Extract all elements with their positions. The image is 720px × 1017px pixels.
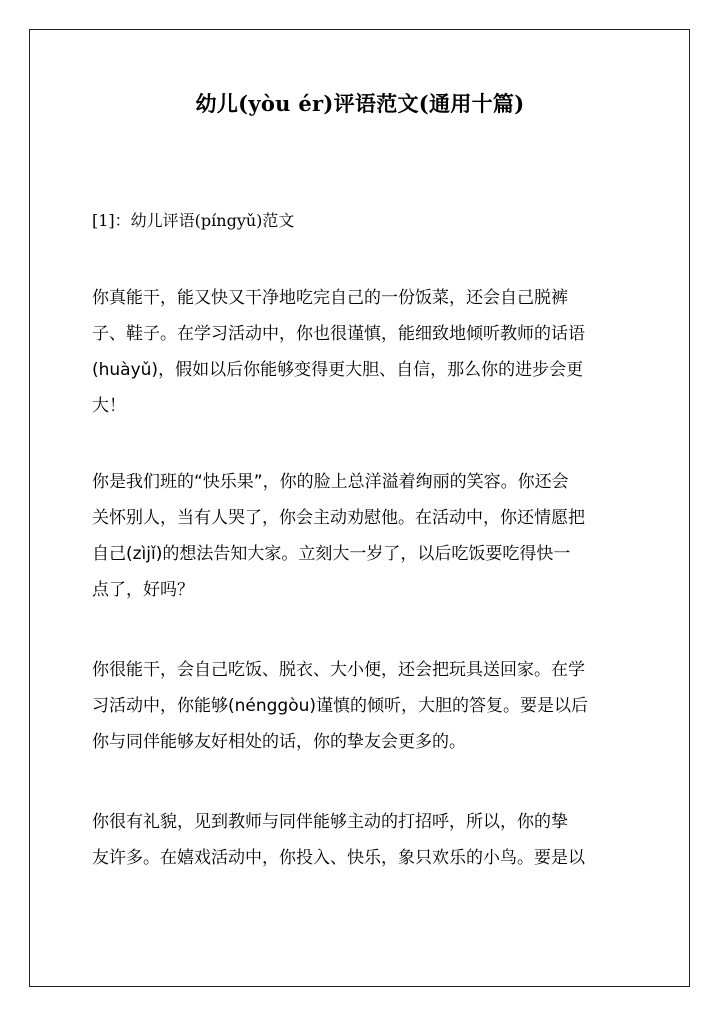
paragraph-line: (huàyǔ)，假如以后你能够变得更大胆、自信，那么你的进步会更 [92,360,584,380]
paragraph-3 [92,652,632,760]
paragraph-line: 习活动中，你能够(nénggòu)谨慎的倾听，大胆的答复。要是以后 [92,696,589,716]
paragraph-line: 友许多。在嬉戏活动中，你投入、快乐，象只欢乐的小鸟。要是以 [92,848,585,868]
paragraph-line: 大！ [92,396,126,416]
paragraph-line: 点了，好吗？ [92,580,194,600]
paragraph-line: 关怀别人，当有人哭了，你会主动劝慰他。在活动中，你还情愿把 [92,508,585,528]
paragraph-line: 你真能干，能又快又干净地吃完自己的一份饭菜，还会自己脱裤 [92,288,568,308]
paragraph-line: 你很能干，会自己吃饭、脱衣、大小便，还会把玩具送回家。在学 [92,660,585,680]
paragraph-line: 你是我们班的“快乐果”，你的脸上总洋溢着绚丽的笑容。你还会 [92,472,569,492]
paragraph-line: 自己(zìjǐ)的想法告知大家。立刻大一岁了，以后吃饭要吃得快一 [92,544,571,564]
paragraph-line: 你很有礼貌，见到教师与同伴能够主动的打招呼，所以，你的挚 [92,812,568,832]
paragraph-line: 你与同伴能够友好相处的话，你的挚友会更多的。 [92,732,466,752]
paragraph-line: 子、鞋子。在学习活动中，你也很谨慎，能细致地倾听教师的话语 [92,324,585,344]
paragraph-2 [92,464,632,608]
paragraph-4 [92,804,632,876]
section-heading: [1]：幼儿评语(píngyǔ)范文 [92,211,295,230]
document-title: 幼儿(yòu ér)评语范文(通用十篇) [195,91,525,116]
paragraph-1 [92,280,632,424]
